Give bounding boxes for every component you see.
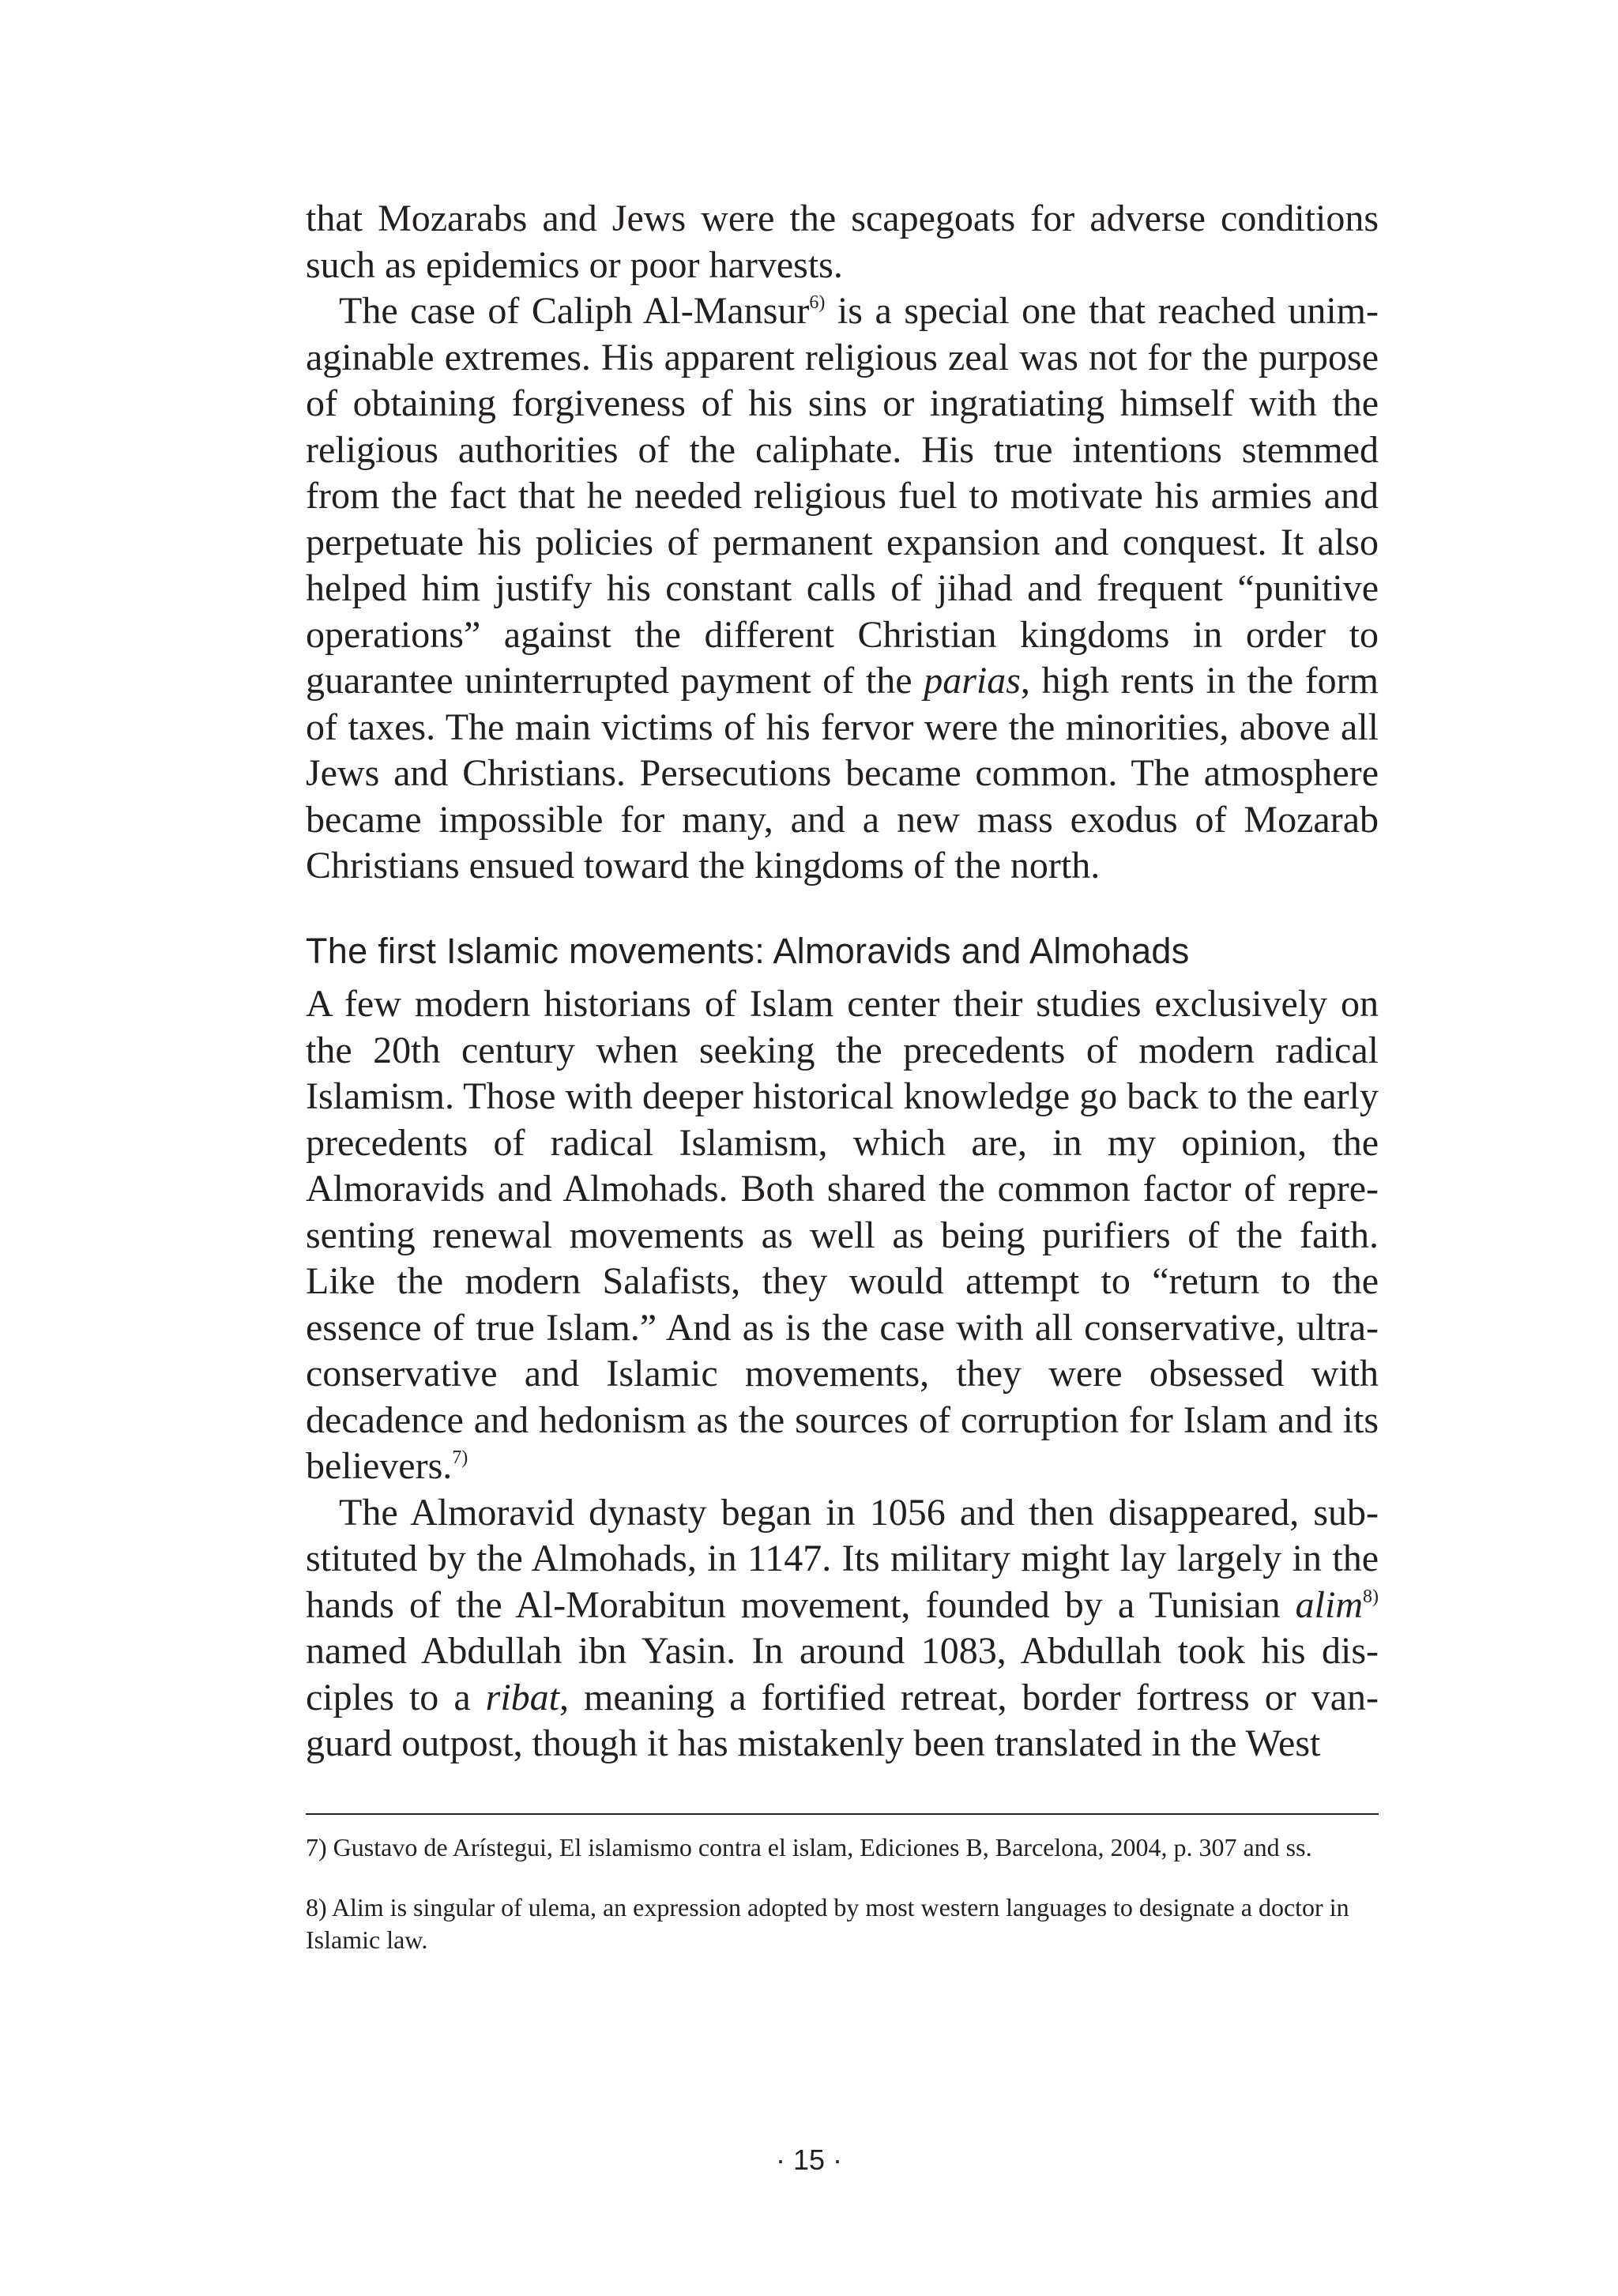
paragraph-2-text-c: , high rents in the form of taxes. The main victims of his fervor were the minorities, above all Jews and Christians. Persecutions became common. The atmosphere became impossible for many, and a new mass exodus of Mozarab Christians ensued toward the kingdoms of the north.: [306, 660, 1379, 886]
paragraph-2-text-a: The case of Caliph Al-Mansur: [339, 290, 810, 332]
italic-term-alim: alim: [1295, 1583, 1363, 1626]
paragraph-4-text-a: The Almoravid dynasty began in 1056 and then disappeared, substituted by the Almohads, in 1147. Its military might lay largely in the hands of the Al-Morabitun movement, founded by a Tunisian: [306, 1491, 1379, 1626]
paragraph-1: [306, 196, 1379, 288]
paragraph-3: [306, 981, 1379, 1490]
section-heading: The first Islamic movements: Almoravids and Almohads: [306, 931, 1190, 971]
footnote-ref-8: 8): [1363, 1586, 1379, 1607]
footnote-divider: [306, 1813, 1379, 1815]
paragraph-4-text-b: named Abdullah ibn Yasin. In around 1083, Abdullah took his disciples to a: [306, 1630, 1379, 1718]
footnotes: [306, 1831, 1379, 1956]
paragraph-1-text: that Mozarabs and Jews were the scapegoats for adverse conditions such as epidemics or poor harvests.: [306, 198, 1379, 286]
paragraph-2-text-b: is a special one that reached unimaginable extremes. His apparent religious zeal was not for the purpose of obtaining forgiveness of his sins or ingratiating himself with the religious authorities of the caliphate. His true intentions stemmed from the fact that he needed religious fuel to motivate his armies and perpetuate his policies of permanent expansion and conquest. It also helped him justify his constant calls of jihad and frequent “punitive operations” against the different Christian kingdoms in order to guarantee uninterrupted payment of the: [306, 290, 1379, 702]
footnote-ref-7: 7): [452, 1447, 468, 1468]
paragraph-2: [306, 288, 1379, 890]
body-text-top: [306, 196, 1379, 890]
italic-term-parias: parias: [924, 660, 1021, 702]
body-text-bottom: [306, 981, 1379, 1767]
footnote-ref-6: 6): [809, 292, 826, 313]
italic-term-ribat: ribat: [485, 1676, 559, 1718]
paragraph-4-text-c: , meaning a fortified retreat, border fortress or vanguard outpost, though it has mistakenly been translated in the West: [306, 1676, 1379, 1764]
paragraph-3-text: A few modern historians of Islam center their studies exclusively on the 20th century when seeking the precedents of modern radical Islamism. Those with deeper historical knowledge go back to the early precedents of radical Islamism, which are, in my opinion, the Almoravids and Almohads. Both shared the common factor of representing renewal movements as well as being purifiers of the faith. Like the modern Salafists, they would attempt to “return to the essence of true Islam.” And as is the case with all conservative, ultra-conservative and Islamic movements, they were obsessed with decadence and hedonism as the sources of corruption for Islam and its believers.: [306, 983, 1379, 1487]
footnote-7: 7) Gustavo de Arístegui, El islamismo contra el islam, Ediciones B, Barcelona, 2004, p. 307 and ss.: [306, 1833, 1312, 1861]
paragraph-4: [306, 1490, 1379, 1767]
page-number: · 15 ·: [775, 2144, 843, 2176]
footnote-8: 8) Alim is singular of ulema, an expression adopted by most western languages to designate a doctor in Islamic law.: [306, 1893, 1349, 1954]
